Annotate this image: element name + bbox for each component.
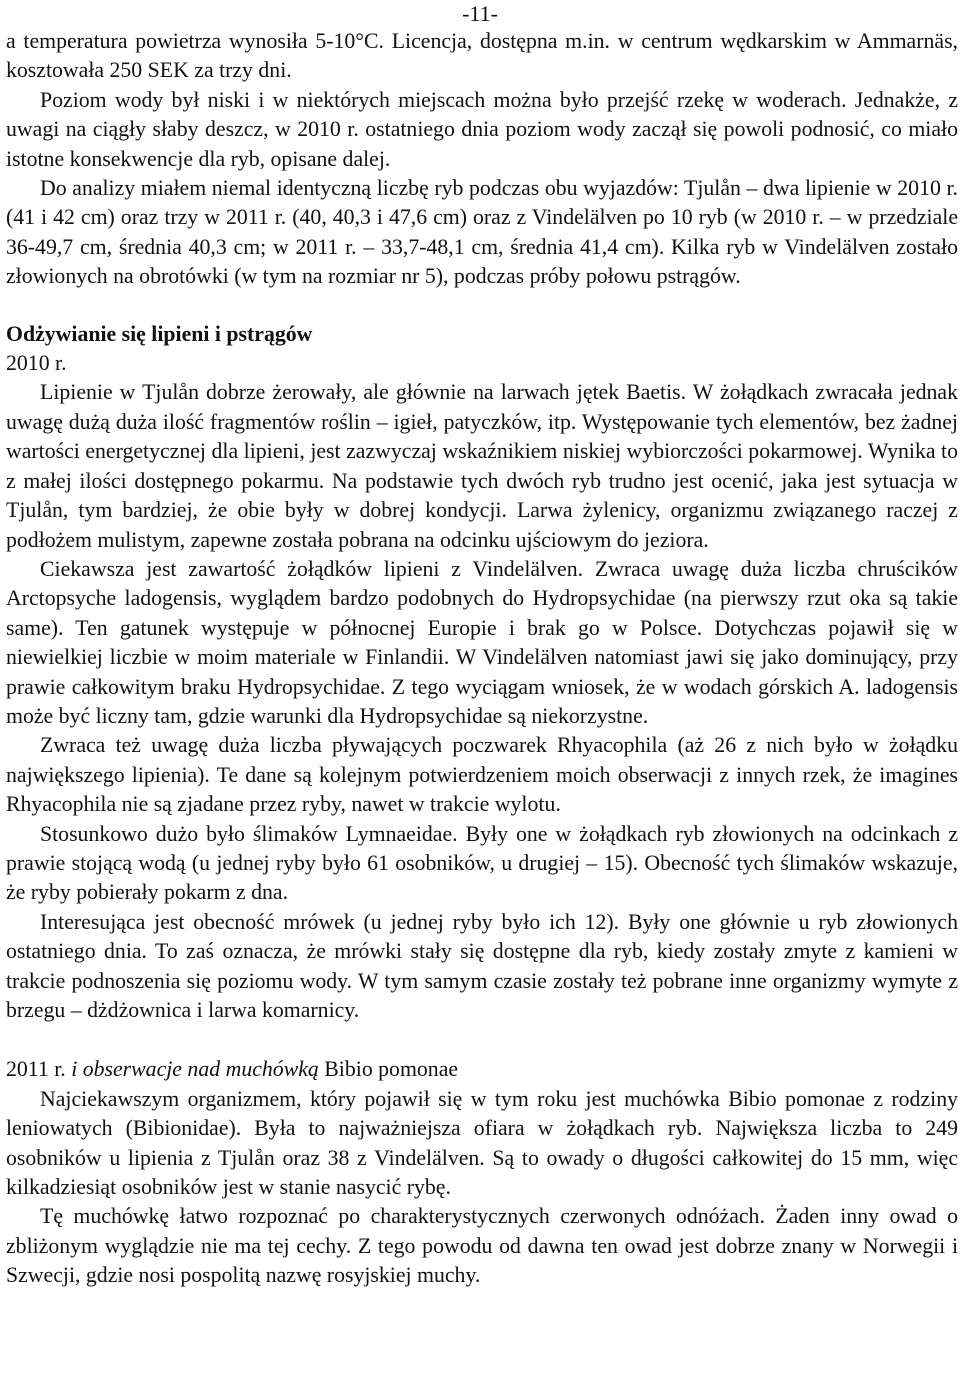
page-number: -11- (462, 1, 498, 26)
paragraph-2010-2: Ciekawsza jest zawartość żołądków lipieni z Vindelälven. Zwraca uwagę duża liczba chruścików Arctopsyche ladogensis, wyglądem bardzo podobnych do Hydropsychidae (na pierwszy rzut oka są takie same). Ten gatunek występuje w północnej Europie i brak go w Polsce. Dotychczas pojawił się w niewielkiej liczbie w moim materiale w Finlandii. W Vindelälven natomiast jawi się jako dominujący, przy prawie całkowitym braku Hydropsychidae. Z tego wyciągam wniosek, że w wodach górskich A. ladogensis może być liczny tam, gdzie warunki dla Hydropsychidae są niekorzystne. (6, 556, 958, 728)
paragraph-2011-2: Tę muchówkę łatwo rozpoznać po charakterystycznych czerwonych odnóżach. Żaden inny owad o zbliżonym wyglądzie nie ma tej cechy. Z tego powodu od dawna ten owad jest dobrze znany w Norwegii i Szwecji, gdzie nosi pospolitą nazwę rosyjskiej muchy. (6, 1204, 958, 1288)
paragraph-2010-1: Lipienie w Tjulån dobrze żerowały, ale głównie na larwach jętek Baetis. W żołądkach zwracała jednak uwagę dużą duża ilość fragmentów roślin – igieł, patyczków, itp. Występowanie tych elementów, bez żadnej wartości energetycznej dla lipieni, jest zazwyczaj wskaźnikiem niskiej wybiorczości pokarmowej. Wynika to z małej ilości dostępnego pokarmu. Na podstawie tych dwóch ryb trudno jest ocenić, jaka jest sytuacja w Tjulån, tym bardziej, że obie były w dobrej kondycji. Larwa żylenicy, organizmu związanego raczej z podłożem mulistym, zapewne została pobrana na odcinku ujściowym do jeziora. (6, 380, 958, 552)
paragraph-2011-1: Najciekawszym organizmem, który pojawił się w tym roku jest muchówka Bibio pomonae z rodziny leniowatych (Bibionidae). Była to najważniejsza ofiara w żołądkach ryb. Największa liczba to 249 osobników u lipienia z Tjulån oraz 38 z Vindelälven. Są to owady o długości całkowitej do 15 mm, więc kilkadziesiąt osobników jest w stanie nasycić rybę. (6, 1086, 958, 1200)
subheading-2011-species: Bibio pomonae (324, 1057, 459, 1082)
paragraph-2010-3: Zwraca też uwagę duża liczba pływających poczwarek Rhyacophila (aż 26 z nich było w żołądku największego lipienia). Te dane są kolejnym potwierdzeniem moich obserwacji z innych rzek, że imagines Rhyacophila nie są zjadane przez ryby, nawet w trakcie wylotu. (6, 733, 958, 817)
subheading-2011-italic: i obserwacje nad muchówką (71, 1057, 319, 1082)
paragraph-intro-1: a temperatura powietrza wynosiła 5-10°C. Licencja, dostępna m.in. w centrum wędkarskim w Ammarnäs, kosztowała 250 SEK za trzy dni. (6, 29, 958, 83)
subheading-2011 (6, 1055, 958, 1084)
paragraph-2010-5: Interesująca jest obecność mrówek (u jednej ryby było ich 12). Były one głównie u ryb złowionych ostatniego dnia. To zaś oznacza, że mrówki stały się dostępne dla ryb, kiedy zostały zmyte z kamieni w trakcie podnoszenia się poziomu wody. W tym samym czasie zostały też pobrane inne organizmy wymyte z brzegu – dżdżownica i larwa komarnicy. (6, 909, 958, 1022)
paragraph-intro-2: Poziom wody był niski i w niektórych miejscach można było przejść rzekę w woderach. Jednakże, z uwagi na ciągły słaby deszcz, w 2010 r. ostatniego dnia poziom wody zaczął się powoli podnosić, co miało istotne konsekwencje dla ryb, opisane dalej. (6, 87, 958, 171)
paragraph-intro-3: Do analizy miałem niemal identyczną liczbę ryb podczas obu wyjazdów: Tjulån – dwa lipienie w 2010 r. (41 i 42 cm) oraz trzy w 2011 r. (40, 40,3 i 47,6 cm) oraz z Vindelälven po 10 ryb (w 2010 r. – w przedziale 36-49,7 cm, średnia 40,3 cm; w 2011 r. – 33,7-48,1 cm, średnia 41,4 cm). Kilka ryb w Vindelälven zostało złowionych na obrotówki (w tym na rozmiar nr 5), podczas próby połowu pstrągów. (6, 176, 958, 289)
subheading-2011-year: 2011 r. (6, 1057, 66, 1082)
subheading-2010: 2010 r. (6, 351, 67, 376)
paragraph-2010-4: Stosunkowo dużo było ślimaków Lymnaeidae. Były one w żołądkach ryb złowionych na odcinkach z prawie stojącą wodą (u jednej ryby było 61 osobników, u drugiej – 15). Obecność tych ślimaków wskazuje, że ryby pobierały pokarm z dna. (6, 821, 958, 905)
document-body (6, 27, 958, 1291)
section-heading: Odżywianie się lipieni i pstrągów (6, 321, 313, 346)
